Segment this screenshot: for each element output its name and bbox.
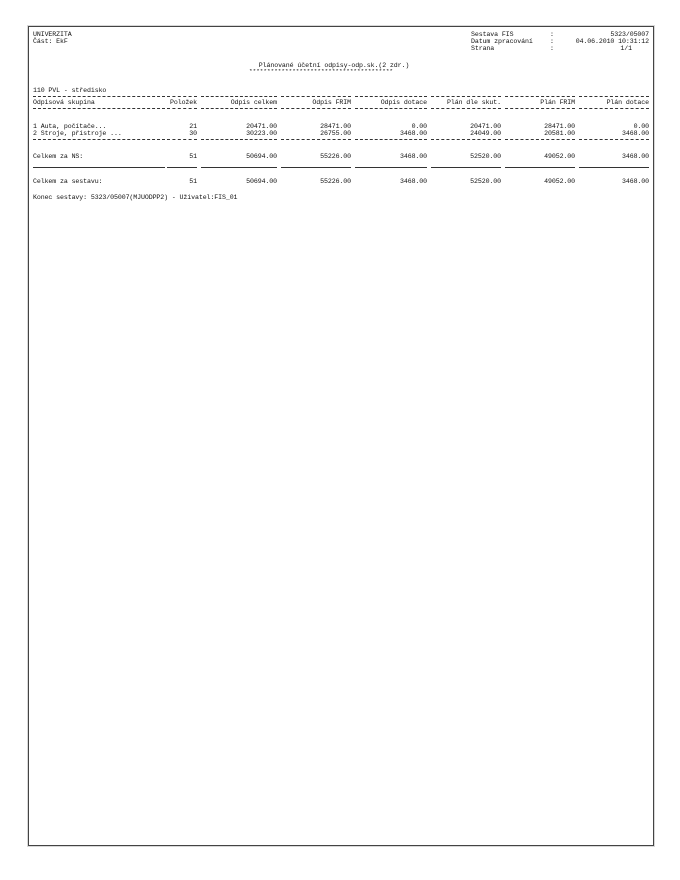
meta-label-page: Strana — [471, 45, 495, 52]
total-plan-frim: 49052.00 — [544, 178, 575, 185]
subtotal-plan-actual: 52520.00 — [470, 153, 501, 160]
total-count: 51 — [189, 178, 197, 185]
total-frim: 55226.00 — [320, 178, 351, 185]
subtotal-frim: 55226.00 — [320, 153, 351, 160]
subtotal-label: Celkem za NS: — [33, 153, 84, 160]
page-number: 1/1 — [620, 45, 632, 52]
row-count: 21 — [189, 123, 197, 130]
subtotal-plan-frim: 49052.00 — [544, 153, 575, 160]
col-header-plan-frim: Plán FRIM — [540, 99, 575, 106]
title-underline: **************************************** — [249, 69, 394, 75]
subtotal-subsidy: 3468.00 — [400, 153, 427, 160]
row-plan-subsidy: 3468.00 — [622, 130, 649, 137]
row-total: 20471.00 — [246, 123, 277, 130]
row-subsidy: 0.00 — [411, 123, 427, 130]
row-group: 2 Stroje, přístroje ... — [33, 130, 122, 137]
row-plan-actual: 20471.00 — [470, 123, 501, 130]
col-header-group: Odpisová skupina — [33, 99, 95, 106]
row-group: 1 Auta, počítače... — [33, 123, 107, 130]
row-plan-frim: 28471.00 — [544, 123, 575, 130]
row-frim: 28471.00 — [320, 123, 351, 130]
report-id: 5323/05007 — [610, 31, 649, 38]
meta-sep: : — [550, 31, 554, 38]
col-header-plan-subsidy: Plán dotace — [606, 99, 649, 106]
subtotal-total: 50694.00 — [246, 153, 277, 160]
meta-sep: : — [550, 45, 554, 52]
row-subsidy: 3468.00 — [400, 130, 427, 137]
row-plan-actual: 24049.00 — [470, 130, 501, 137]
report-datetime: 04.06.2010 10:31:12 — [575, 38, 649, 45]
col-header-total: Odpis celkem — [230, 99, 277, 106]
meta-sep: : — [550, 38, 554, 45]
subtotal-count: 51 — [189, 153, 197, 160]
meta-label-date: Datum zpracování — [471, 38, 533, 45]
col-header-plan-actual: Plán dle skut. — [447, 99, 501, 106]
row-plan-frim: 20581.00 — [544, 130, 575, 137]
dept-name: Část: EkF — [33, 38, 68, 45]
col-header-count: Položek — [170, 99, 197, 106]
report-footer: Konec sestavy: 5323/05007(MJUODPP2) - Uživatel:FIS_01 — [33, 194, 238, 201]
subtotal-plan-subsidy: 3468.00 — [622, 153, 649, 160]
total-label: Celkem za sestavu: — [33, 178, 103, 185]
col-header-frim: Odpis FRIM — [312, 99, 351, 106]
total-total: 50694.00 — [246, 178, 277, 185]
section-title: 110 PVL - středisko — [33, 87, 107, 94]
row-count: 30 — [189, 130, 197, 137]
total-plan-subsidy: 3468.00 — [622, 178, 649, 185]
row-plan-subsidy: 0.00 — [633, 123, 649, 130]
org-name: UNIVERZITA — [33, 31, 72, 38]
row-frim: 26755.00 — [320, 130, 351, 137]
report-title: Plánované účetní odpisy-odp.sk.(2 zdr.) — [258, 62, 410, 69]
col-header-subsidy: Odpis dotace — [380, 99, 427, 106]
total-subsidy: 3468.00 — [400, 178, 427, 185]
total-plan-actual: 52520.00 — [470, 178, 501, 185]
row-total: 30223.00 — [246, 130, 277, 137]
report-page — [28, 26, 654, 846]
meta-label-report: Sestava FIS — [471, 31, 514, 38]
